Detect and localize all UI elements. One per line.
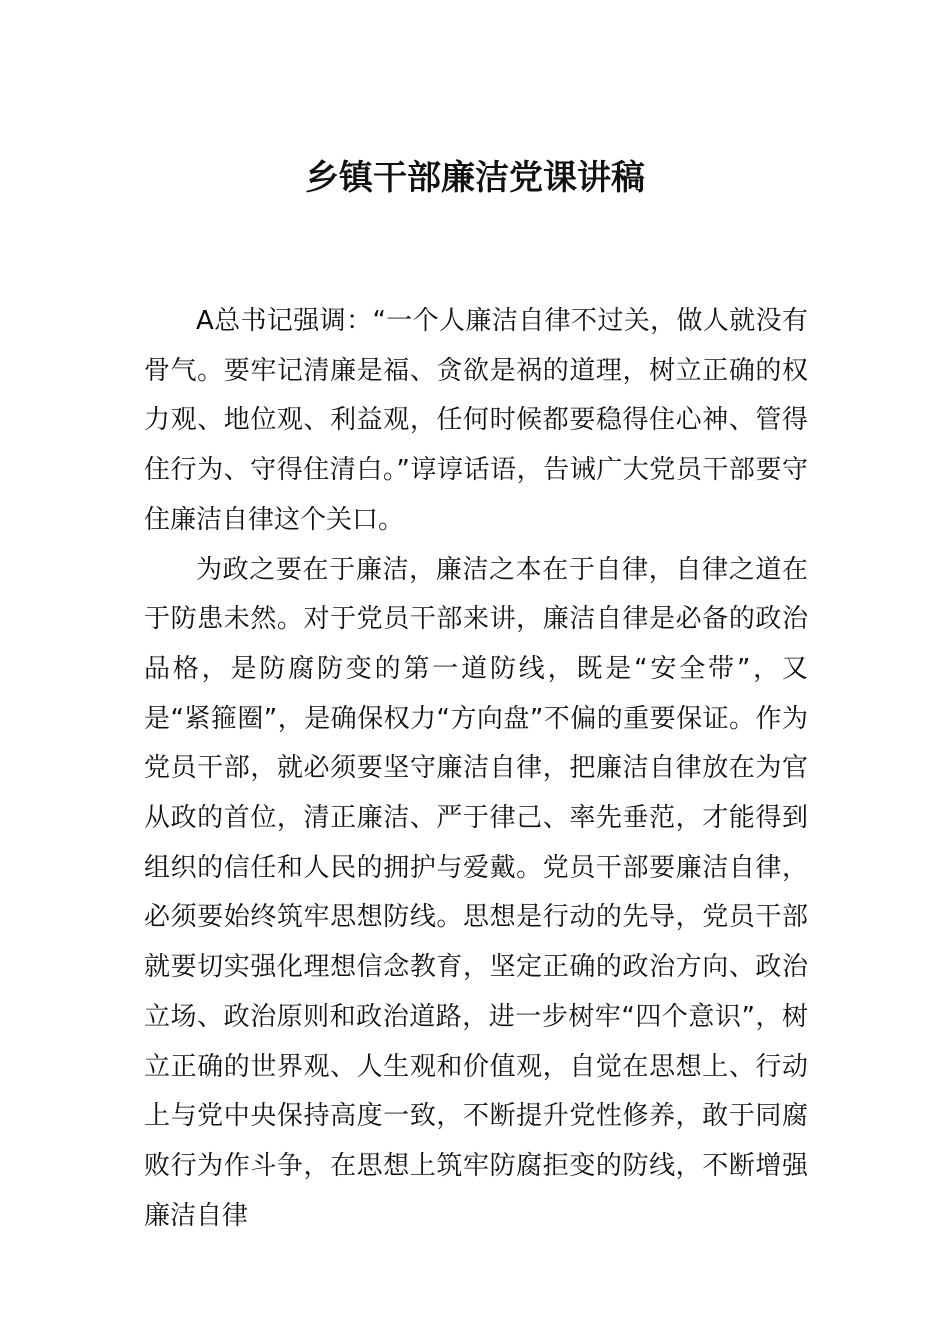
document-title: 乡镇干部廉洁党课讲稿 bbox=[305, 158, 645, 198]
paragraph-2: 为政之要在于廉洁，廉洁之本在于自律，自律之道在于防患未然。对于党员干部来讲，廉洁自律是必备的政治品格，是防腐防变的第一道防线，既是“安全带”，又是“紧箍圈”，是确保权力“方向盘”不偏的重要保证。作为党员干部，就必须要坚守廉洁自律，把廉洁自律放在为官从政的首位，清正廉洁、严于律己、率先垂范，才能得到组织的信任和人民的拥护与爱戴。党员干部要廉洁自律，必须要始终筑牢思想防线。思想是行动的先导，党员干部就要切实强化理想信念教育，坚定正确的政治方向、政治立场、政治原则和政治道路，进一步树牢“四个意识”，树立正确的世界观、人生观和价值观，自觉在思想上、行动上与党中央保持高度一致，不断提升党性修养，敢于同腐败行为作斗争，在思想上筑牢防腐拒变的防线，不断增强廉洁自律 bbox=[144, 554, 808, 1231]
document-body bbox=[144, 297, 808, 1241]
paragraph-1: A总书记强调：“一个人廉洁自律不过关，做人就没有骨气。要牢记清廉是福、贪欲是祸的道理，树立正确的权力观、地位观、利益观，任何时候都要稳得住心神、管得住行为、守得住清白。”谆谆话语，告诫广大党员干部要守住廉洁自律这个关口。 bbox=[144, 306, 808, 535]
